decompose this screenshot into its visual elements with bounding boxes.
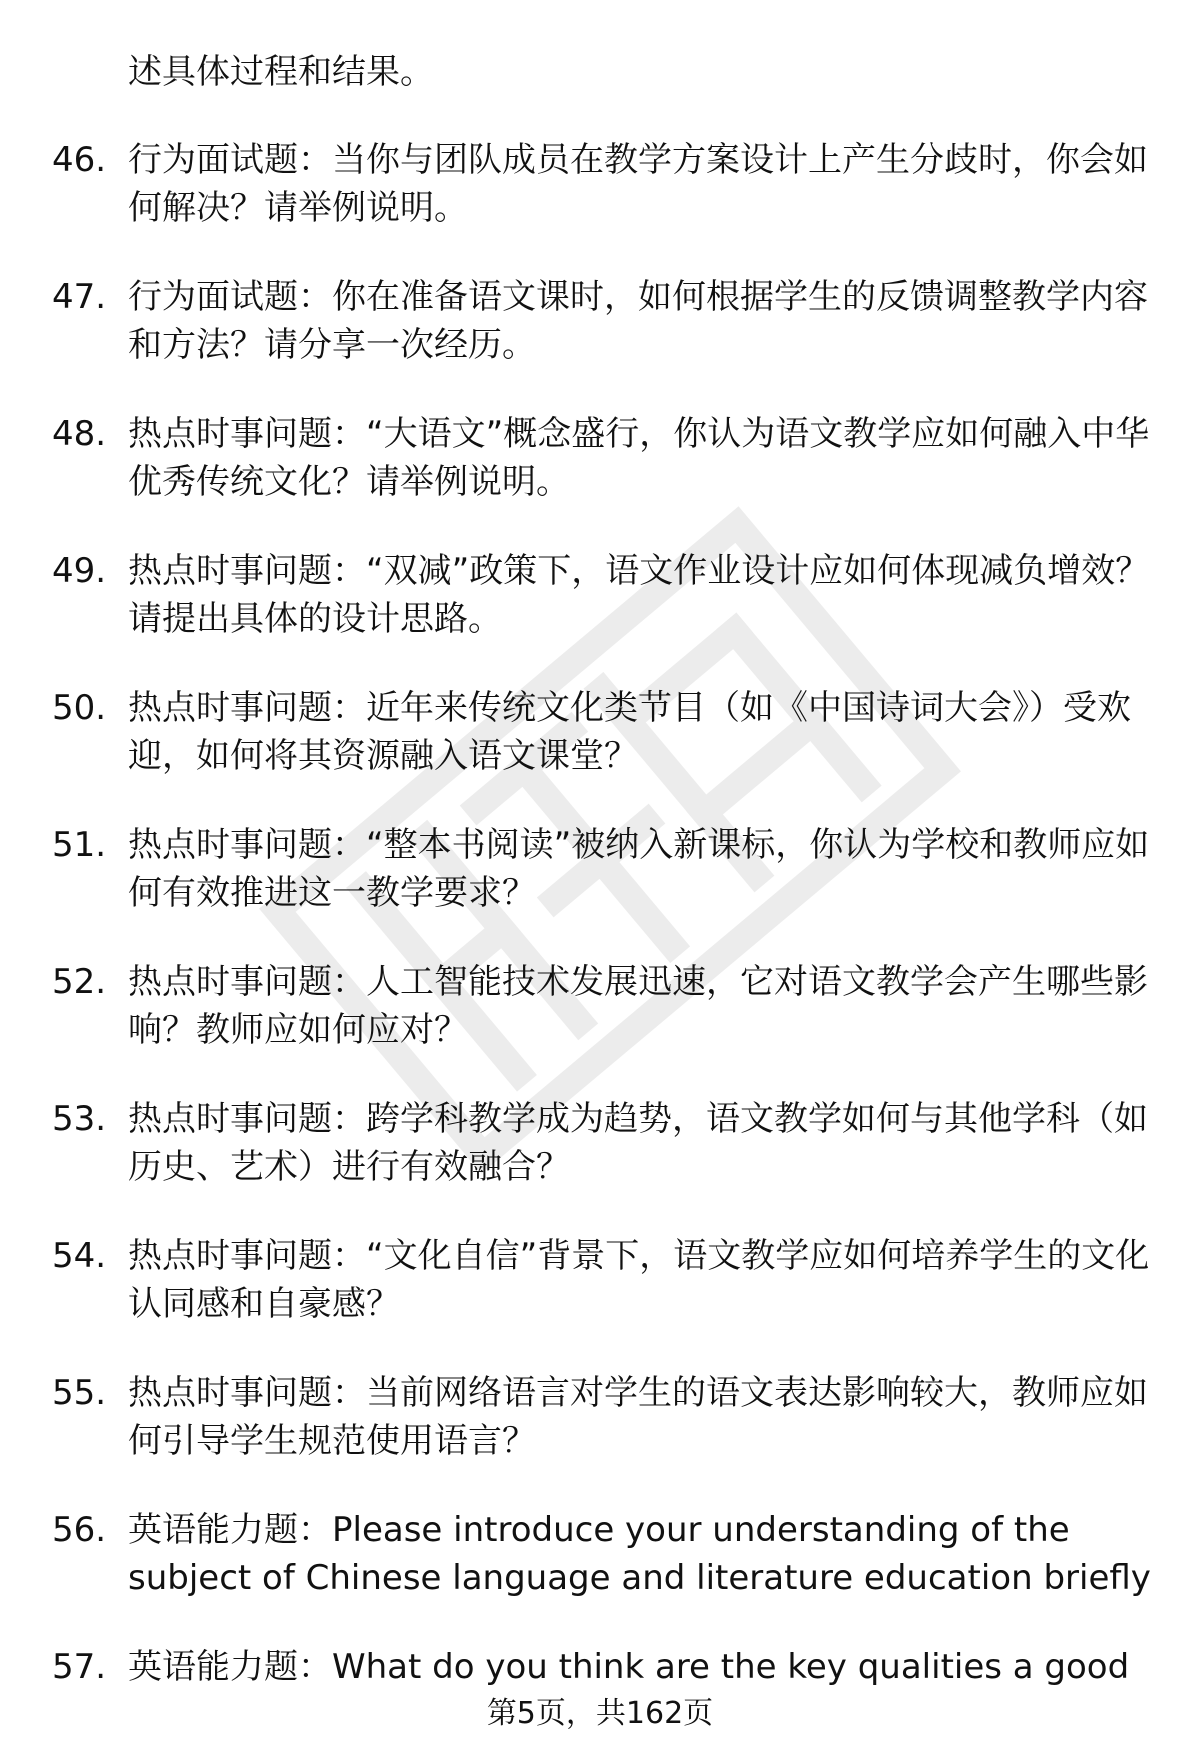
item-number: 48. (52, 414, 107, 454)
item-text: 热点时事问题：人工智能技术发展迅速，它对语文教学会产生哪些影响？教师应如何应对？ (128, 962, 1148, 1050)
list-item-53 (0, 1095, 1200, 1191)
item-number: 50. (52, 688, 107, 728)
item-number: 47. (52, 277, 107, 317)
item-text: 行为面试题：你在准备语文课时，如何根据学生的反馈调整教学内容和方法？请分享一次经历。 (128, 277, 1148, 365)
list-item-47 (0, 273, 1200, 369)
continuation-text: 述具体过程和结果。 (128, 52, 434, 92)
document-content (0, 48, 1200, 1732)
list-item-46 (0, 136, 1200, 232)
item-text: 热点时事问题：“双减”政策下，语文作业设计应如何体现减负增效？请提出具体的设计思路。 (128, 551, 1150, 639)
item-text: 热点时事问题：“大语文”概念盛行，你认为语文教学应如何融入中华优秀传统文化？请举例说明。 (128, 414, 1150, 502)
item-number: 52. (52, 962, 107, 1002)
item-number: 54. (52, 1236, 107, 1276)
item-number: 56. (52, 1510, 107, 1550)
item-number: 49. (52, 551, 107, 591)
list-item-57 (0, 1643, 1200, 1691)
item-number: 46. (52, 140, 107, 180)
item-text: 热点时事问题：跨学科教学成为趋势，语文教学如何与其他学科（如历史、艺术）进行有效融合？ (128, 1099, 1148, 1187)
item-text: 热点时事问题：“文化自信”背景下，语文教学应如何培养学生的文化认同感和自豪感？ (128, 1236, 1150, 1324)
item-text: 热点时事问题：近年来传统文化类节目（如《中国诗词大会》）受欢迎，如何将其资源融入语文课堂？ (128, 688, 1131, 776)
list-item-48 (0, 410, 1200, 506)
item-number: 57. (52, 1647, 107, 1687)
item-number: 51. (52, 825, 107, 865)
item-text: 热点时事问题：当前网络语言对学生的语文表达影响较大，教师应如何引导学生规范使用语言？ (128, 1373, 1148, 1461)
list-item-50 (0, 684, 1200, 780)
list-item-52 (0, 958, 1200, 1054)
item-text: 英语能力题：Please introduce your understanding of the subject of Chinese language and literature education briefly (128, 1510, 1151, 1598)
page-footer: 第5页，共162页 (486, 1696, 714, 1731)
list-item-56 (0, 1506, 1200, 1602)
list-item-54 (0, 1232, 1200, 1328)
item-text: 热点时事问题：“整本书阅读”被纳入新课标，你认为学校和教师应如何有效推进这一教学要求？ (128, 825, 1150, 913)
list-item-49 (0, 547, 1200, 643)
list-item-55 (0, 1369, 1200, 1465)
item-text: 英语能力题：What do you think are the key qualities a good (128, 1647, 1130, 1687)
item-number: 55. (52, 1373, 107, 1413)
list-item-51 (0, 821, 1200, 917)
item-number: 53. (52, 1099, 107, 1139)
item-text: 行为面试题：当你与团队成员在教学方案设计上产生分歧时，你会如何解决？请举例说明。 (128, 140, 1148, 228)
